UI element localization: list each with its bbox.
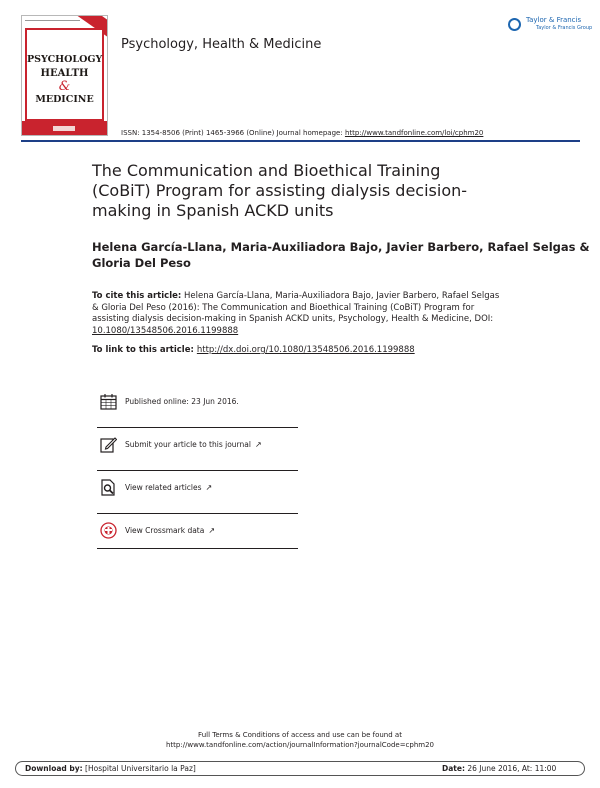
cover-bottom-strip [22,121,107,135]
citation-doi-link[interactable]: 10.1080/13548506.2016.1199888 [92,325,239,336]
cite-text-1: Helena García-Llana, Maria-Auxiliadora Bajo, Javier Barbero, Rafael Selgas [181,291,500,301]
link-label: To link to this article: [92,345,197,355]
journal-title: Psychology, Health & Medicine [121,37,322,52]
author-line-1: Helena García-Llana, Maria-Auxiliadora Bajo, Javier Barbero, Rafael Selgas & [92,240,590,254]
title-line-2: (CoBiT) Program for assisting dialysis decision- [92,181,468,200]
downloaded-by-value: [Hospital Universitario la Paz] [82,764,196,773]
cover-line2: HEALTH [40,68,89,79]
terms-notice [0,730,600,750]
author-line-2: Gloria Del Peso [92,256,191,270]
published-online-label: Published online: 23 Jun 2016. [125,397,239,406]
journal-homepage-link[interactable]: http://www.tandfonline.com/loi/cphm20 [344,129,484,137]
submit-article-label: Submit your article to this journal [125,440,251,449]
submit-article-link[interactable] [97,428,298,470]
journal-cover[interactable] [21,15,108,136]
crossmark-link[interactable] [97,514,298,556]
cover-publisher-mark [53,126,75,131]
external-link-icon: ↗ [205,483,213,492]
article-link-row [92,345,415,355]
issn-text: ISSN: 1354-8506 (Print) 1465-3966 (Online) Journal homepage: [121,129,345,137]
citation-line-1 [92,291,522,303]
related-articles-icon [100,479,117,496]
publisher-group: Taylor & Francis Group [536,25,593,31]
divider [97,548,298,549]
citation-line-3: assisting dialysis decision-making in Spanish ACKD units, Psychology, Health & Medicine, DOI: [92,314,494,324]
cite-label: To cite this article: [92,291,182,301]
cover-frame [25,28,104,121]
date-label: Date: [442,764,465,773]
published-online-row [97,385,298,427]
calendar-icon [100,393,117,410]
download-info-bar [15,761,585,776]
cover-line3: MEDICINE [35,94,94,105]
header-divider [21,140,580,142]
terms-link[interactable]: http://www.tandfonline.com/action/journalInformation?journalCode=cphm20 [165,741,435,749]
title-line-3: making in Spanish ACKD units [92,201,334,220]
authors [92,239,590,271]
citation-line-2: & Gloria Del Peso (2016): The Communication and Bioethical Training (CoBiT) Program for [92,302,475,313]
publisher-logo[interactable] [508,16,593,38]
related-articles-link[interactable] [97,471,298,513]
external-link-icon: ↗ [254,440,262,449]
cover-ampersand: & [58,79,71,94]
edit-icon [100,436,117,453]
citation-block [92,291,522,337]
downloaded-by-label: Download by: [25,764,83,773]
cover-top-line [25,20,80,21]
publisher-name: Taylor & Francis [526,16,582,24]
crossmark-icon [100,522,117,539]
article-title [92,161,512,221]
terms-line-1: Full Terms & Conditions of access and use can be found at [198,731,402,739]
external-link-icon: ↗ [208,526,216,535]
crossmark-label: View Crossmark data [125,526,205,535]
title-line-1: The Communication and Bioethical Training [92,161,441,180]
related-articles-label: View related articles [125,483,202,492]
cover-line1: PSYCHOLOGY [27,54,103,65]
date-value: 26 June 2016, At: 11:00 [464,764,557,773]
issn-line [121,129,483,137]
taylor-francis-circle-icon [508,18,521,31]
article-doi-link[interactable]: http://dx.doi.org/10.1080/13548506.2016.1199888 [196,345,415,355]
